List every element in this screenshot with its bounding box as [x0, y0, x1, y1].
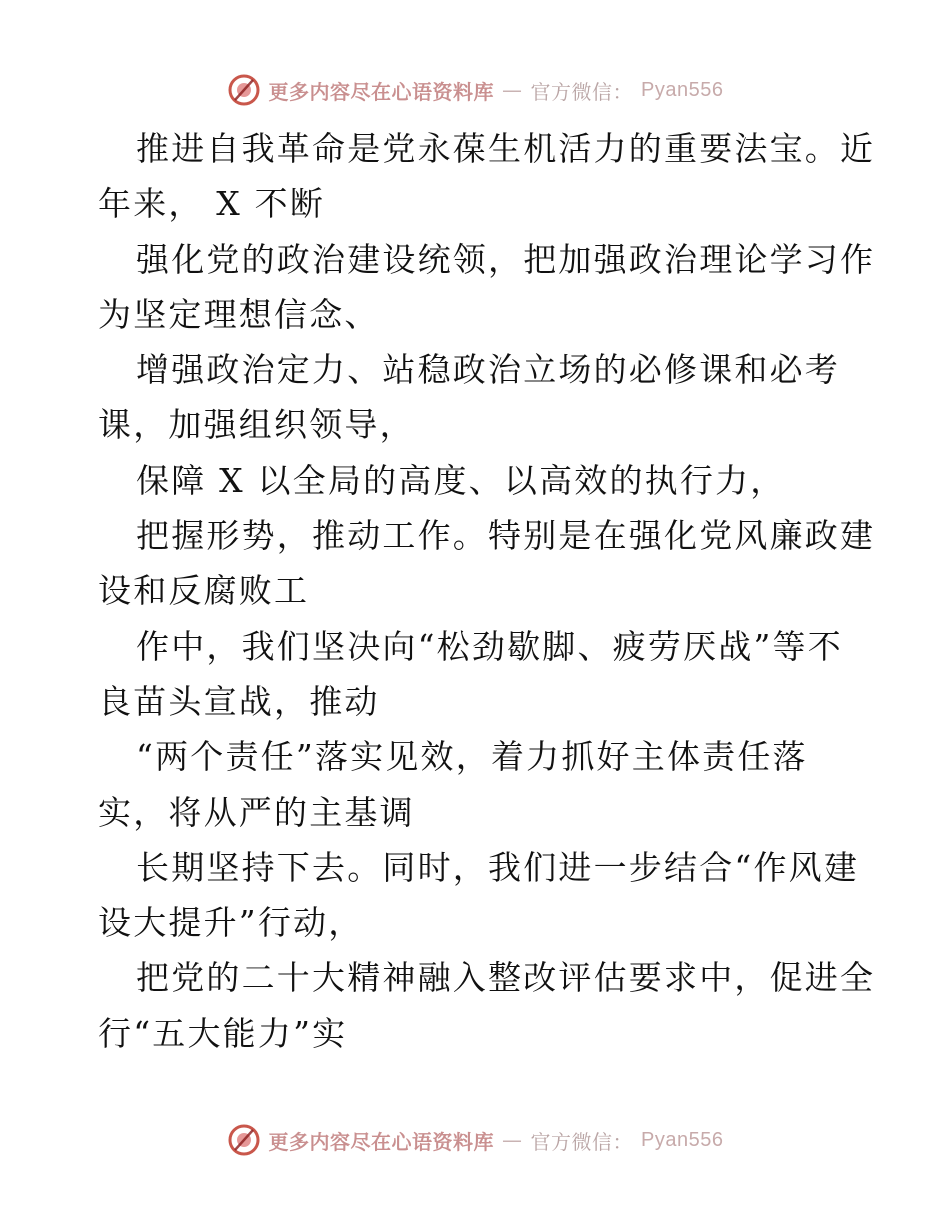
footer-watermark	[0, 1120, 950, 1160]
watermark-wechat-id: Pyan556	[641, 1128, 724, 1151]
watermark-main-text: 更多内容尽在心语资料库	[268, 79, 495, 104]
watermark-dash: —	[502, 78, 523, 102]
text-line: 把党的二十大精神融入整改评估要求中，促进全	[136, 958, 876, 998]
text-line: 把握形势，推动工作。特别是在强化党风廉政建	[136, 516, 876, 556]
text-line: 推进自我革命是党永葆生机活力的重要法宝。近	[136, 129, 876, 168]
text-line: 良苗头宣战，推动	[98, 681, 380, 721]
logo-icon	[227, 73, 261, 107]
text-line: 强化党的政治建设统领，把加强政治理论学习作	[136, 239, 876, 279]
text-line: 长期坚持下去。同时，我们进一步结合“作风建	[136, 847, 860, 887]
text-line: 增强政治定力、站稳政治立场的必修课和必考	[136, 350, 840, 390]
text-line: 为坚定理想信念、	[98, 294, 380, 334]
text-line: 行“五大能力”实	[98, 1013, 348, 1053]
text-line: 实，将从严的主基调	[98, 792, 415, 832]
watermark-wechat-id: Pyan556	[641, 78, 724, 101]
header-watermark	[0, 70, 950, 110]
text-line: 课，加强组织领导，	[98, 405, 415, 445]
watermark-dash: —	[502, 1128, 523, 1152]
text-line: 年来， X 不断	[98, 184, 326, 224]
text-line: 设大提升”行动，	[98, 903, 364, 943]
text-line: “两个责任”落实见效，着力抓好主体责任落	[136, 737, 808, 777]
logo-icon	[227, 1123, 261, 1157]
watermark-official-label: 官方微信：	[530, 79, 634, 104]
watermark-official-label: 官方微信：	[530, 1129, 634, 1154]
text-line: 设和反腐败工	[98, 571, 310, 611]
text-line: 保障 X 以全局的高度、以高效的执行力，	[136, 460, 786, 500]
document-body	[98, 121, 876, 1061]
watermark-main-text: 更多内容尽在心语资料库	[268, 1129, 495, 1154]
text-line: 作中，我们坚决向“松劲歇脚、疲劳厌战”等不	[136, 626, 843, 666]
